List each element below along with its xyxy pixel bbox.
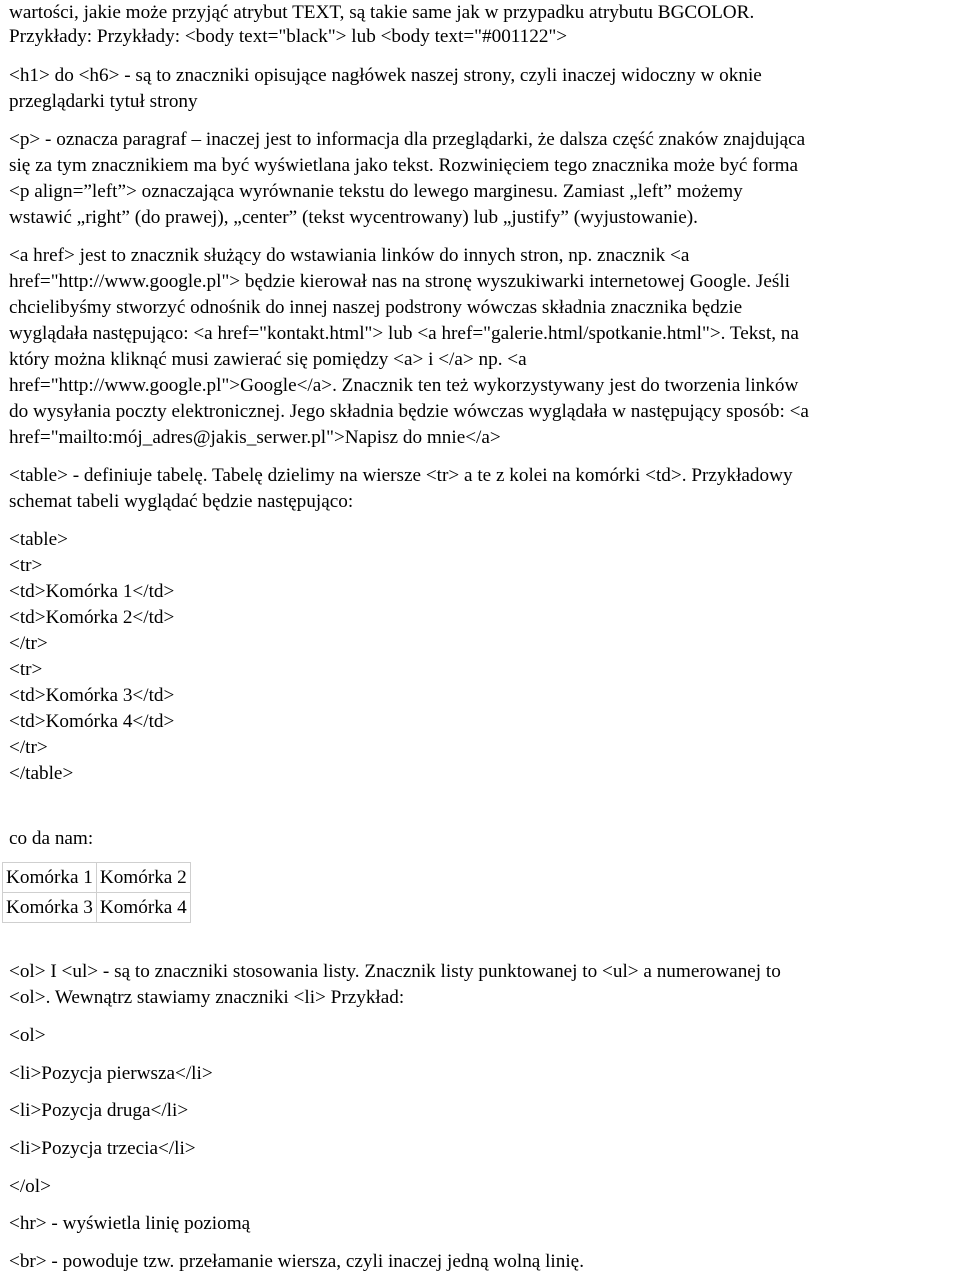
text-line: href="http://www.google.pl"> będzie kierował nas na stronę wyszukiwarki internetowej Google. Jeśli [9, 271, 790, 292]
text-line: <ol> I <ul> - są to znaczniki stosowania listy. Znacznik listy punktowanej to <ul> a numerowanej to [9, 961, 781, 982]
text-line: </tr> [9, 633, 48, 654]
text-line: <a href> jest to znacznik służący do wstawiania linków do innych stron, np. znacznik <a [9, 245, 690, 266]
text-line: wyglądała następująco: <a href="kontakt.html"> lub <a href="galerie.html/spotkanie.html">. Tekst, na [9, 323, 799, 344]
table-cell: Komórka 1 [3, 863, 97, 893]
text-line: <ol>. Wewnątrz stawiamy znaczniki <li> Przykład: [9, 987, 405, 1008]
table-row [3, 893, 191, 923]
text-line: przeglądarki tytuł strony [9, 91, 198, 112]
text-line: chcielibyśmy stworzyć odnośnik do innej naszej podstrony wówczas składnia znacznika będzie [9, 297, 743, 318]
text-line: <tr> [9, 659, 43, 680]
text-line: href="http://www.google.pl">Google</a>. Znacznik ten też wykorzystywany jest do tworzenia linków [9, 375, 799, 396]
text-line: <hr> - wyświetla linię poziomą [9, 1213, 251, 1234]
text-line: do wysyłania poczty elektronicznej. Jego składnia będzie wówczas wyglądała w następujący sposób: <a [9, 401, 809, 422]
table-row [3, 863, 191, 893]
text-line: <li>Pozycja pierwsza</li> [9, 1063, 213, 1084]
text-line: który można kliknąć musi zawierać się pomiędzy <a> i </a> np. <a [9, 349, 527, 370]
text-line: <p align=”left”> oznaczająca wyrównanie tekstu do lewego marginesu. Zamiast „left” możemy [9, 181, 743, 202]
example-table [2, 862, 191, 923]
text-line: <ol> [9, 1025, 46, 1046]
text-line: </ol> [9, 1176, 51, 1197]
text-line: <p> - oznacza paragraf – inaczej jest to informacja dla przeglądarki, że dalsza część znaków znajdująca [9, 129, 806, 150]
text-line: <li>Pozycja trzecia</li> [9, 1138, 196, 1159]
table-cell: Komórka 2 [97, 863, 191, 893]
text-line: co da nam: [9, 828, 94, 849]
text-line: wartości, jakie może przyjąć atrybut TEXT, są takie same jak w przypadku atrybutu BGCOLOR. [9, 2, 755, 23]
text-line: <table> - definiuje tabelę. Tabelę dzielimy na wiersze <tr> a te z kolei na komórki <td>. Przykładowy [9, 465, 793, 486]
text-line: <td>Komórka 2</td> [9, 607, 175, 628]
text-line: <td>Komórka 3</td> [9, 685, 175, 706]
text-line: <h1> do <h6> - są to znaczniki opisujące nagłówek naszej strony, czyli inaczej widoczny w oknie [9, 65, 762, 86]
text-line: się za tym znacznikiem ma być wyświetlana jako tekst. Rozwinięciem tego znacznika może być forma [9, 155, 799, 176]
text-line: <td>Komórka 4</td> [9, 711, 175, 732]
text-line: wstawić „right” (do prawej), „center” (tekst wycentrowany) lub „justify” (wyjustowanie). [9, 207, 698, 228]
text-line: </table> [9, 763, 74, 784]
text-line: <tr> [9, 555, 43, 576]
text-line: </tr> [9, 737, 48, 758]
table-cell: Komórka 4 [97, 893, 191, 923]
table-cell: Komórka 3 [3, 893, 97, 923]
text-line: Przykłady: Przykłady: <body text="black"> lub <body text="#001122"> [9, 26, 568, 47]
text-line: <td>Komórka 1</td> [9, 581, 175, 602]
text-line: <li>Pozycja druga</li> [9, 1100, 189, 1121]
text-line: <table> [9, 529, 68, 550]
text-line: schemat tabeli wyglądać będzie następująco: [9, 491, 354, 512]
text-line: href="mailto:mój_adres@jakis_serwer.pl">Napisz do mnie</a> [9, 427, 501, 448]
text-line: <br> - powoduje tzw. przełamanie wiersza, czyli inaczej jedną wolną linię. [9, 1251, 584, 1272]
